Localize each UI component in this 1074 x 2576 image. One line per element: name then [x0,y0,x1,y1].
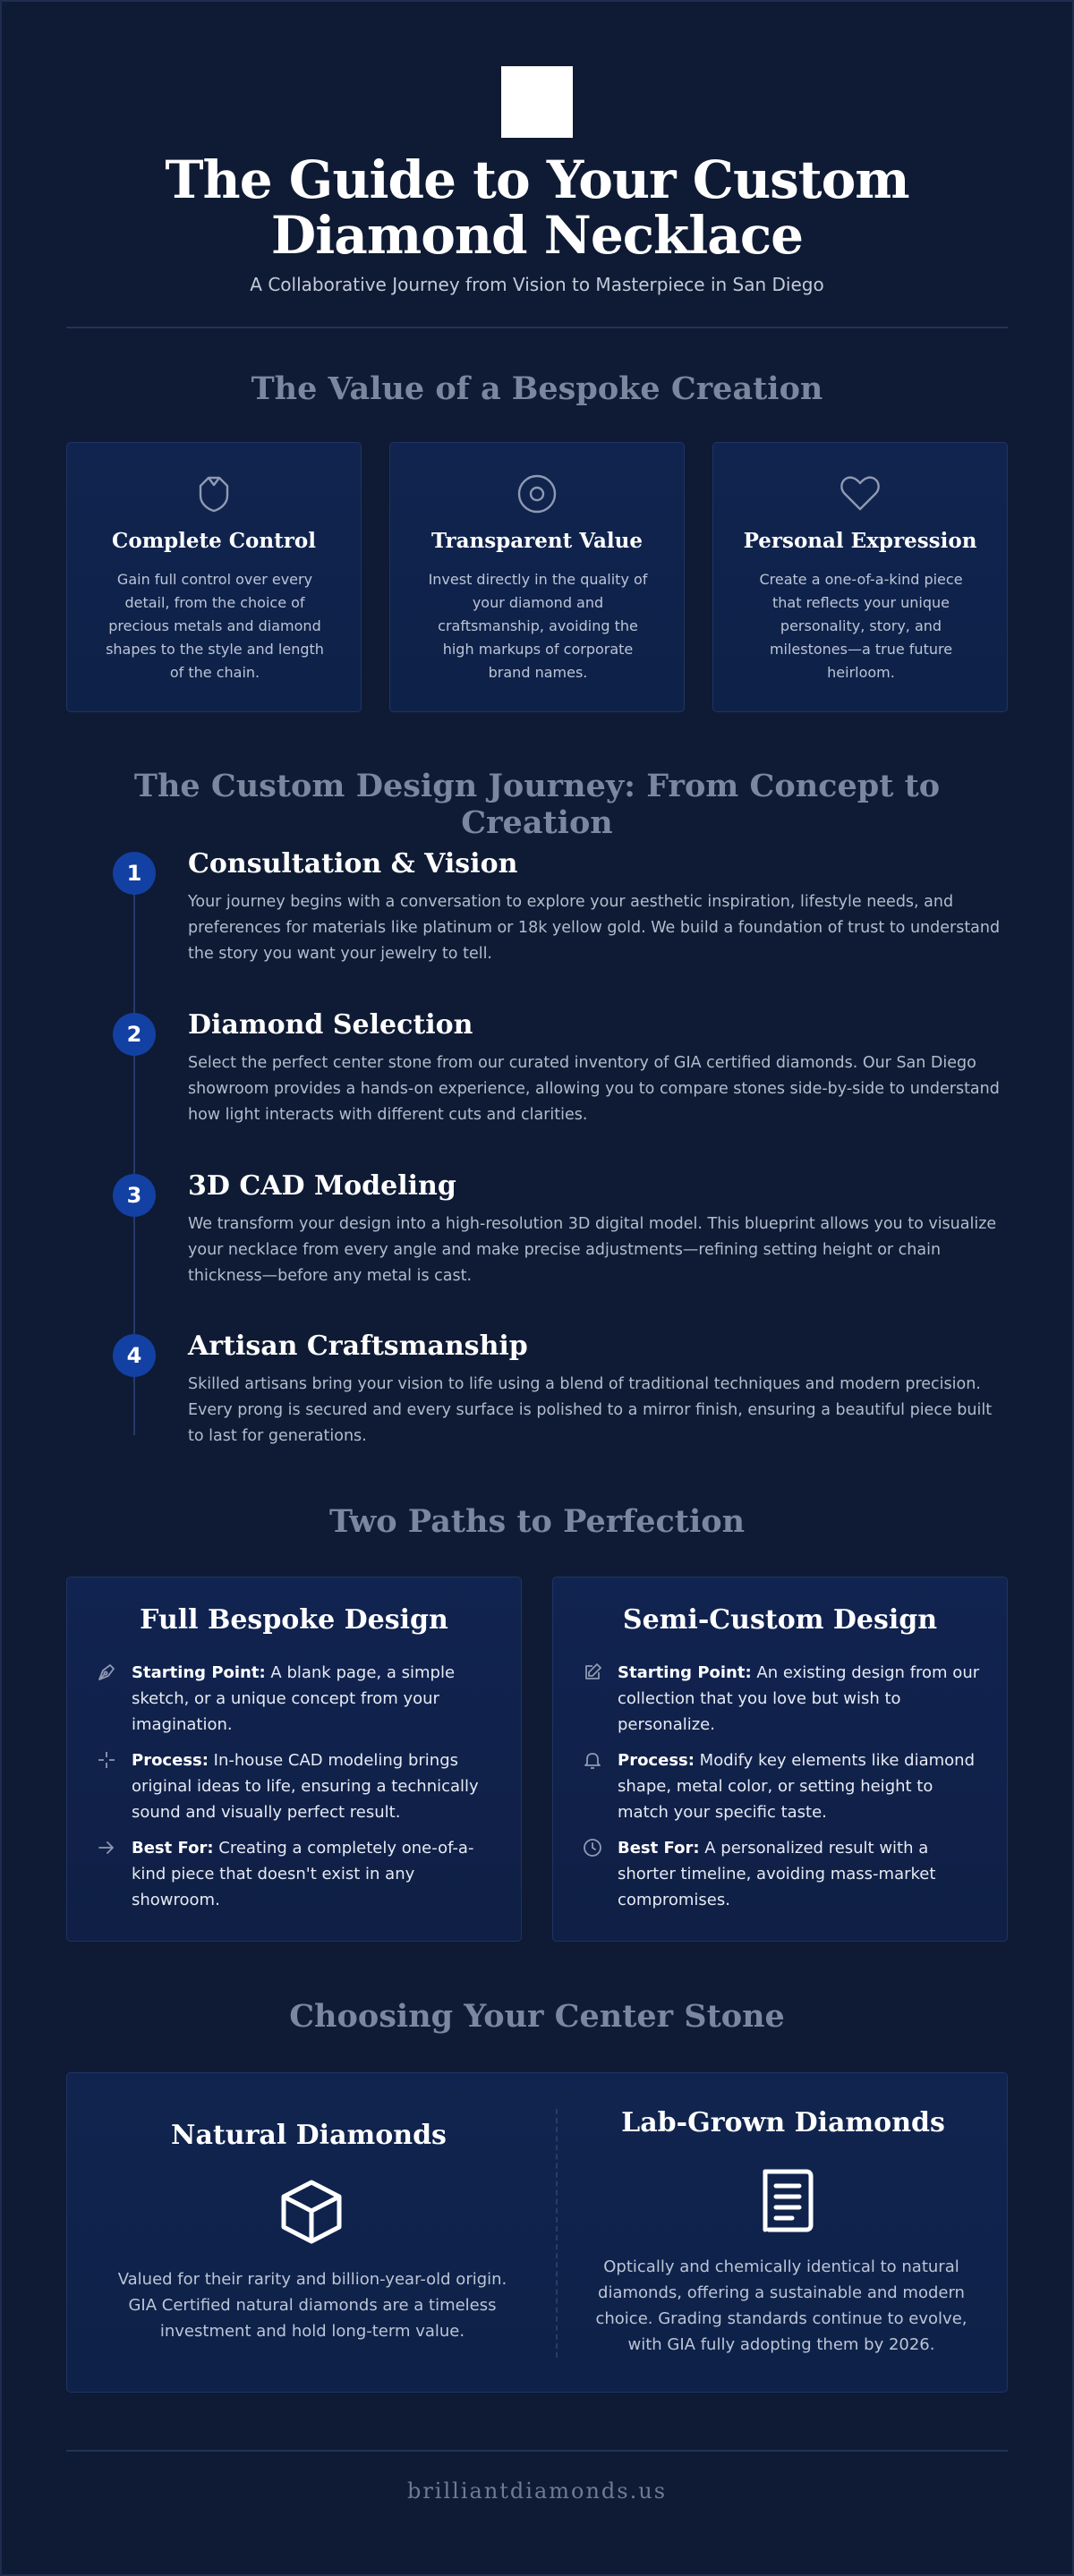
path-item-label: Best For: [618,1839,700,1858]
path-item-label: Starting Point: [618,1663,752,1682]
arrow-right-icon [96,1837,117,1858]
step-title: Consultation & Vision [188,848,518,880]
value-card-text: Gain full control over every detail, from the choice of precious metals and diamond shapes to the style and length of the chain. [106,571,324,681]
value-card-title: Personal Expression [743,529,977,553]
step-title: Diamond Selection [188,1009,473,1041]
value-card-title: Transparent Value [431,529,643,553]
path-item-label: Starting Point: [132,1663,266,1682]
path-item-text: A blank page, a simple sketch, or a unique concept from your imagination. [132,1663,456,1734]
value-section-heading: The Value of a Bespoke Creation [251,370,823,407]
step-text: We transform your design into a high-resolution 3D digital model. This blueprint allows you to visualize your necklace from every angle and make precise adjustments—refining setting height or chain thickness—before any metal is cast. [188,1215,997,1285]
path-item-text: Modify key elements like diamond shape, metal color, or setting height to match your specific taste. [618,1751,976,1822]
path-title: Semi-Custom Design [622,1604,938,1636]
step-number: 2 [113,1013,156,1056]
natural-diamonds-text: Valued for their rarity and billion-year-old origin. GIA Certified natural diamonds are a timeless investment and hold long-term value. [117,2270,507,2341]
value-card-title: Complete Control [112,529,316,553]
page-title: The Guide to Your Custom Diamond Necklace [165,149,909,266]
logo [501,66,573,138]
stones-section-heading: Choosing Your Center Stone [289,1998,785,2035]
edit-icon [582,1662,603,1683]
path-item-text: A personalized result with a shorter timeline, avoiding mass-market compromises. [618,1839,936,1909]
step-title: 3D CAD Modeling [188,1170,456,1202]
stone-divider [556,2109,558,2358]
page-subtitle: A Collaborative Journey from Vision to Masterpiece in San Diego [250,274,824,295]
header-divider [66,327,1008,328]
heart-icon [839,473,882,514]
value-card-expression [712,442,1008,712]
shield-icon [193,473,234,514]
path-item-label: Process: [618,1751,695,1770]
step-number: 3 [113,1174,156,1217]
value-card-control [66,442,362,712]
step-number: 1 [113,852,156,895]
value-card-text: Create a one-of-a-kind piece that reflects your unique personality, story, and milestones—a true future heirloom. [759,571,963,681]
center-stone-comparison [66,2072,1008,2393]
step-text: Select the perfect center stone from our curated inventory of GIA certified diamonds. Our San Diego showroom provides a hands-on experience, allowing you to compare stones side-by-side to understand how light interacts with different cuts and clarities. [188,1054,1000,1124]
target-icon [516,473,558,514]
step-text: Skilled artisans bring your vision to life using a blend of traditional techniques and modern precision. Every prong is secured and every surface is polished to a mirror finish, ensuring a beautiful piece built to last for generations. [188,1375,993,1445]
bell-icon [582,1749,603,1771]
lab-grown-diamonds-title: Lab-Grown Diamonds [621,2107,945,2138]
lab-grown-diamonds-text: Optically and chemically identical to natural diamonds, offering a sustainable and modern choice. Grading standards continue to evolve, with GIA fully adopting them by 2026. [595,2257,967,2354]
crosshair-icon [96,1749,117,1771]
path-item-text: Creating a completely one-of-a-kind piece that doesn't exist in any showroom. [132,1839,474,1909]
paths-section-heading: Two Paths to Perfection [328,1503,746,1540]
path-item-label: Process: [132,1751,209,1770]
clock-icon [582,1837,603,1858]
natural-diamonds-title: Natural Diamonds [171,2120,447,2151]
step-number: 4 [113,1334,156,1377]
footer-brand-link[interactable]: brilliantdiamonds.us [406,2478,668,2504]
value-card-transparency [389,442,685,712]
path-item-label: Best For: [132,1839,214,1858]
pen-nib-icon [96,1662,117,1683]
footer-divider [66,2450,1008,2452]
document-icon [756,2166,815,2234]
path-card-semi-custom [552,1577,1008,1942]
step-title: Artisan Craftsmanship [188,1331,528,1362]
value-card-text: Invest directly in the quality of your diamond and craftsmanship, avoiding the high markups of corporate brand names. [428,571,648,681]
cube-icon [280,2179,343,2245]
path-item-text: In-house CAD modeling brings original ideas to life, ensuring a technically sound and visually perfect result. [132,1751,479,1822]
path-item-text: An existing design from our collection that you love but wish to personalize. [618,1663,980,1734]
path-card-bespoke [66,1577,522,1942]
step-text: Your journey begins with a conversation to explore your aesthetic inspiration, lifestyle needs, and preferences for materials like platinum or 18k yellow gold. We build a foundation of trust to understand the story you want your jewelry to tell. [188,893,1001,963]
path-title: Full Bespoke Design [140,1604,448,1636]
journey-section-heading: The Custom Design Journey: From Concept to Creation [133,768,941,841]
